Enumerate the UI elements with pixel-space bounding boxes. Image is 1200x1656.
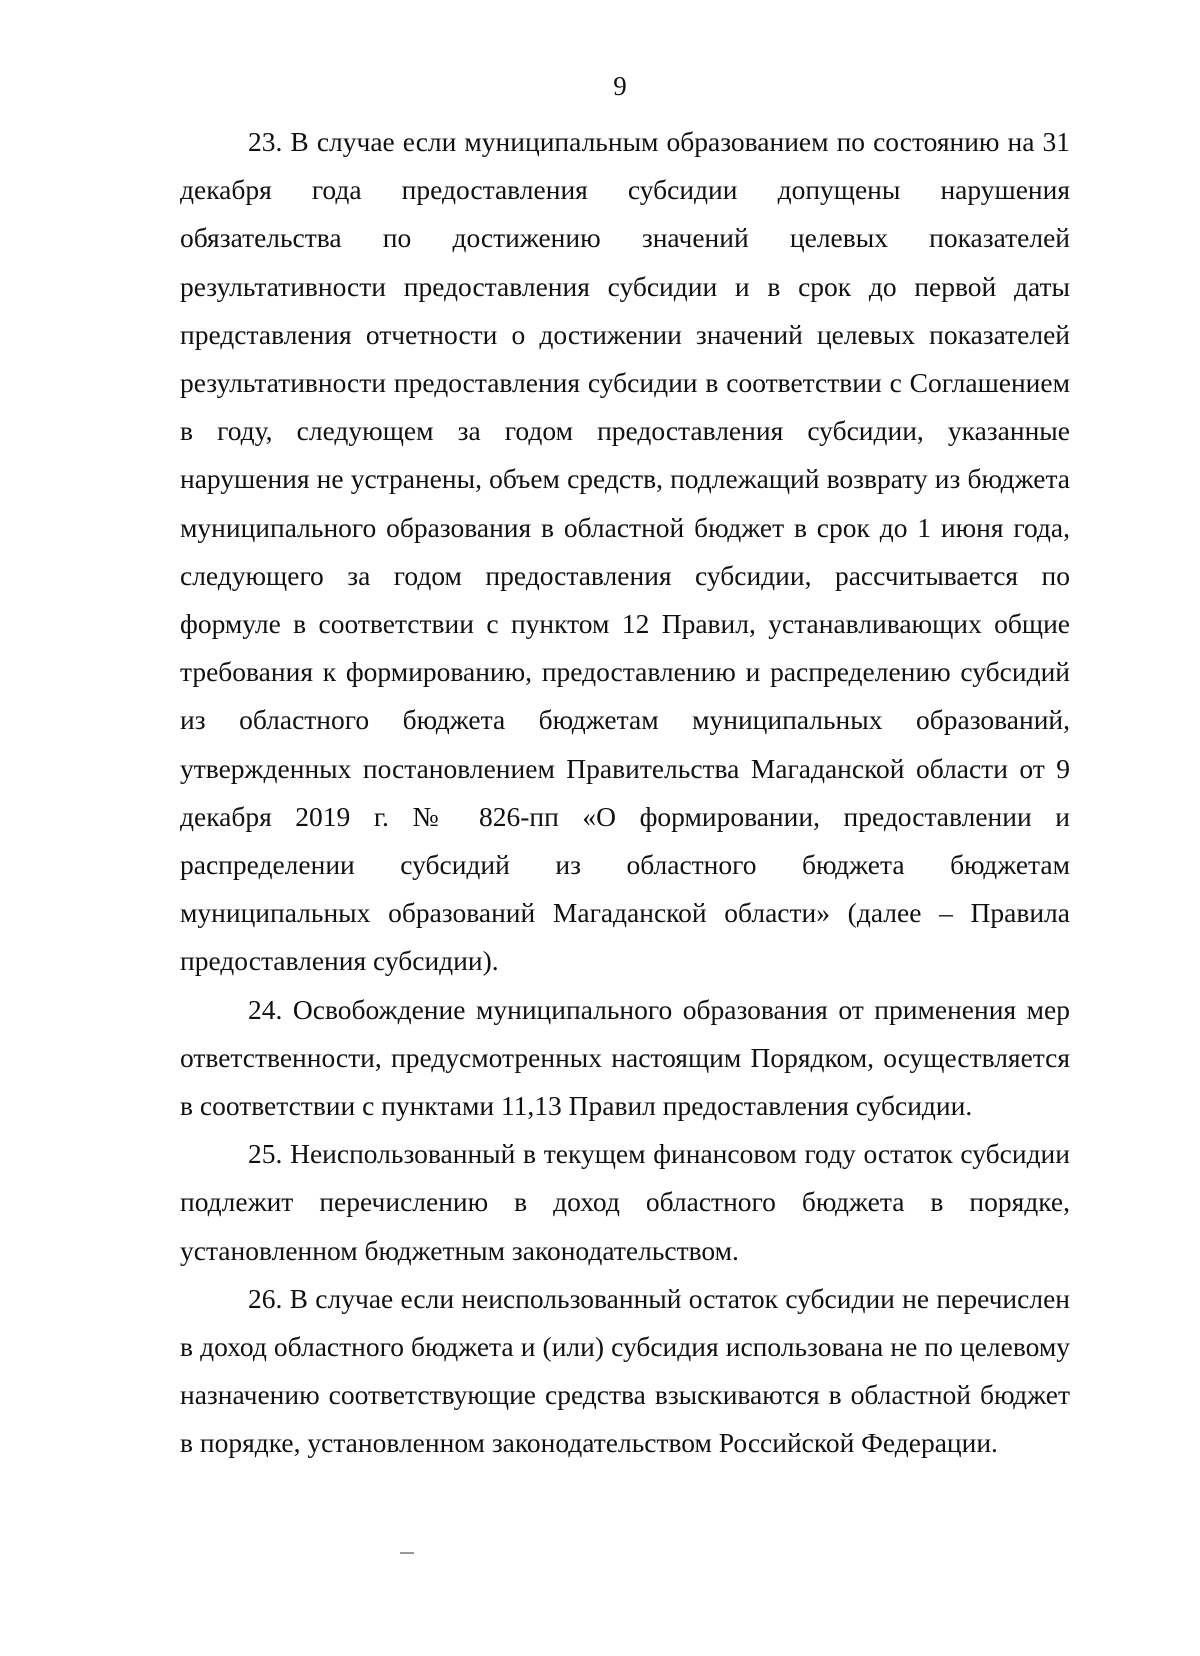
paragraph-26: 26. В случае если неиспользованный остаток субсидии не перечислен в доход областного бюджета и (или) субсидия использована не по целевому назначению соответствующие средства взыскиваются в областной бюджет в порядке, установленном законодательством Российской Федерации.	[180, 1282, 1070, 1459]
paragraph-23: 23. В случае если муниципальным образованием по состоянию на 31 декабря года предоставления субсидии допущены нарушения обязательства по достижению значений целевых показателей результативности предоставления субсидии и в срок до первой даты представления отчетности о достижении значений целевых показателей результативности предоставления субсидии в соответствии с Соглашением в году, следующем за годом предоставления субсидии, указанные нарушения не устранены, объем средств, подлежащий возврату из бюджета муниципального образования в областной бюджет в срок до 1 июня года, следующего за годом предоставления субсидии, рассчитывается по формуле в соответствии с пунктом 12 Правил, устанавливающих общие требования к формированию, предоставлению и распределению субсидий из областного бюджета бюджетам муниципальных образований, утвержденных постановлением Правительства Магаданской области от 9 декабря 2019 г. № 826-пп «О формировании, предоставлении и распределении субсидий из областного бюджета бюджетам муниципальных образований Магаданской области» (далее – Правила предоставления субсидии).	[180, 126, 1070, 977]
page-number: 9	[613, 71, 627, 101]
scan-speck	[400, 1552, 414, 1554]
document-body	[180, 118, 1070, 1468]
paragraph-24: 24. Освобождение муниципального образования от применения мер ответственности, предусмотренных настоящим Порядком, осуществляется в соответствии с пунктами 11,13 Правил предоставления субсидии.	[180, 993, 1070, 1122]
paragraph-25: 25. Неиспользованный в текущем финансовом году остаток субсидии подлежит перечислению в доход областного бюджета в порядке, установленном бюджетным законодательством.	[180, 1138, 1070, 1266]
